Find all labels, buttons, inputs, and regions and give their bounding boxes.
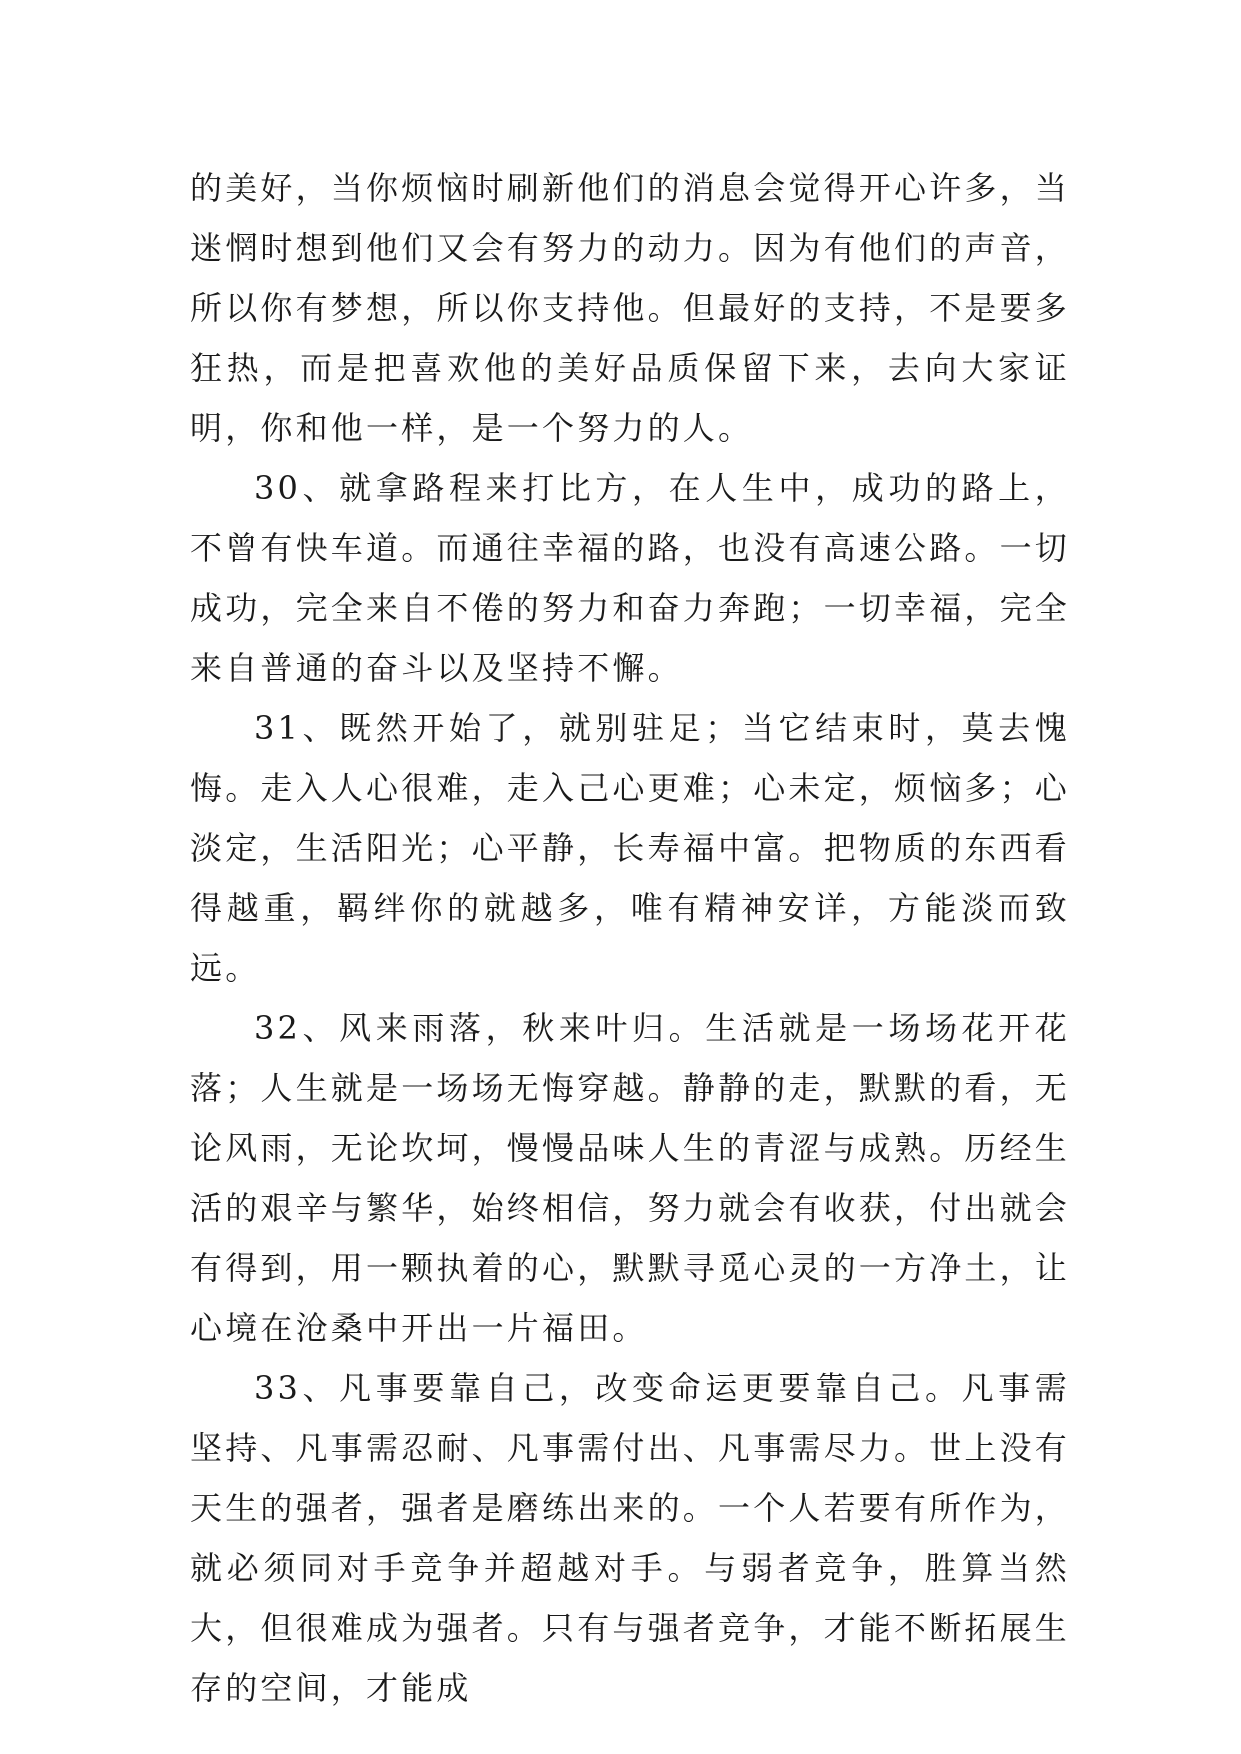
paragraph-32: 32、风来雨落，秋来叶归。生活就是一场场花开花落；人生就是一场场无悔穿越。静静的走，默默的看，无论风雨，无论坎坷，慢慢品味人生的青涩与成熟。历经生活的艰辛与繁华，始终相信，努力就会有收获，付出就会有得到，用一颗执着的心，默默寻觅心灵的一方净土，让心境在沧桑中开出一片福田。 xyxy=(190,1009,1071,1347)
paragraph-30: 30、就拿路程来打比方，在人生中，成功的路上，不曾有快车道。而通往幸福的路，也没有高速公路。一切成功，完全来自不倦的努力和奋力奔跑；一切幸福，完全来自普通的奋斗以及坚持不懈。 xyxy=(190,469,1071,687)
body-text xyxy=(190,158,1070,1718)
paragraph-continuation: 的美好，当你烦恼时刷新他们的消息会觉得开心许多，当迷惘时想到他们又会有努力的动力。因为有他们的声音，所以你有梦想，所以你支持他。但最好的支持，不是要多狂热，而是把喜欢他的美好品质保留下来，去向大家证明，你和他一样，是一个努力的人。 xyxy=(190,169,1071,447)
paragraph-31: 31、既然开始了，就别驻足；当它结束时，莫去愧悔。走入人心很难，走入己心更难；心未定，烦恼多；心淡定，生活阳光；心平静，长寿福中富。把物质的东西看得越重，羁绊你的就越多，唯有精神安详，方能淡而致远。 xyxy=(190,709,1071,987)
paragraph-33: 33、凡事要靠自己，改变命运更要靠自己。凡事需坚持、凡事需忍耐、凡事需付出、凡事需尽力。世上没有天生的强者，强者是磨练出来的。一个人若要有所作为，就必须同对手竞争并超越对手。与弱者竞争，胜算当然大，但很难成为强者。只有与强者竞争，才能不断拓展生存的空间，才能成 xyxy=(190,1369,1071,1707)
